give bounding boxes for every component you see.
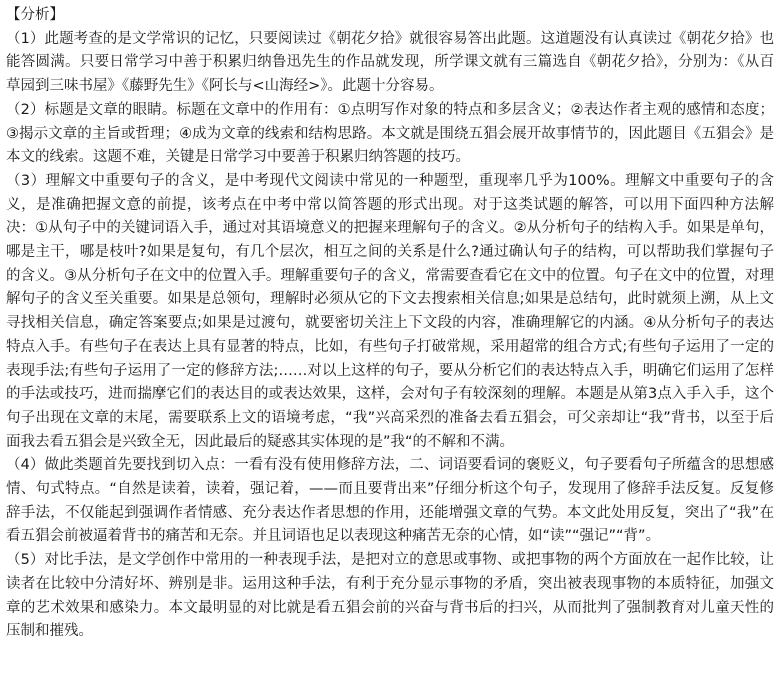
- analysis-heading: 【分析】: [6, 7, 64, 23]
- answer-paragraph-4: （4）做此类题首先要找到切入点：一看有没有使用修辞方法，二、词语要看词的褒贬义，句子要看句子所蕴含的思想感情、句式特点。“自然是读着，读着，强记着，——而且要背出来”仔细分析这个句子，发现用了修辞手法反复。反复修辞手法，不仅能起到强调作者情感、充分表达作者思想的作用，还能增强文章的气势。本文此处用反复，突出了“我”在看五猖会前被逼着背书的痛苦和无奈。并且词语也足以表现这种痛苦无奈的心情，如“读”“强记”“背”。: [6, 457, 774, 545]
- answer-paragraph-1: （1）此题考查的是文学常识的记忆，只要阅读过《朝花夕拾》就很容易答出此题。这道题没有认真读过《朝花夕拾》也能答圆满。只要日常学习中善于积累归纳鲁迅先生的作品就发现，所学课文就有三篇选自《朝花夕拾》，分别为：《从百草园到三味书屋》《藤野先生》《阿长与<山海经>》。此题十分容易。: [6, 30, 774, 95]
- answer-paragraph-3: （3）理解文中重要句子的含义，是中考现代文阅读中常见的一种题型，重现率几乎为100%。理解文中重要句子的含义，是准确把握文意的前提，该考点在中考中常以简答题的形式出现。对于这类试题的解答，可以用下面四种方法解决：①从句子中的关键词语入手，通过对其语境意义的把握来理解句子的含义。②从分析句子的结构入手。如果是单句，哪是主干，哪是枝叶?如果是复句，有几个层次，相互之间的关系是什么?通过确认句子的结构，可以帮助我们掌握句子的含义。③从分析句子在文中的位置入手。理解重要句子的含义，常需要查看它在文中的位置。句子在文中的位置，对理解句子的含义至关重要。如果是总领句，理解时必须从它的下文去搜索相关信息;如果是总结句，此时就须上溯，从上文寻找相关信息，确定答案要点;如果是过渡句，就要密切关注上下文段的内容，准确理解它的内涵。④从分析句子的表达特点入手。有些句子在表达上具有显著的特点，比如，有些句子打破常规，采用超常的组合方式;有些句子运用了一定的表现手法;有些句子运用了一定的修辞方法;……对以上这样的句子，要从分析它们的表达特点入手，明确它们运用了怎样的手法或技巧，进而揣摩它们的表达目的或表达效果，这样，会对句子有较深刻的理解。本题是从第3点入手入手，这个句子出现在文章的末尾，需要联系上文的语境考虑，“我”兴高采烈的准备去看五猖会，可父亲却让“我”背书，以至于后面我去看五猖会是兴致全无，因此最后的疑惑其实体现的是”我“的不解和不满。: [6, 172, 774, 450]
- answer-paragraph-5: （5）对比手法，是文学创作中常用的一种表现手法，是把对立的意思或事物、或把事物的两个方面放在一起作比较，让读者在比较中分清好坏、辨别是非。运用这种手法，有利于充分显示事物的矛盾，突出被表现事物的本质特征，加强文章的艺术效果和感染力。本文最明显的对比就是看五猖会前的兴奋与背书后的扫兴，从而批判了强制教育对儿童天性的压制和摧残。: [6, 552, 774, 640]
- answer-paragraph-2: （2）标题是文章的眼睛。标题在文章中的作用有：①点明写作对象的特点和多层含义；②表达作者主观的感情和态度；③揭示文章的主旨或哲理；④成为文章的线索和结构思路。本文就是围绕五猖会展开故事情节的，因此题目《五猖会》是本文的线索。这题不难，关键是日常学习中要善于积累归纳答题的技巧。: [6, 101, 775, 166]
